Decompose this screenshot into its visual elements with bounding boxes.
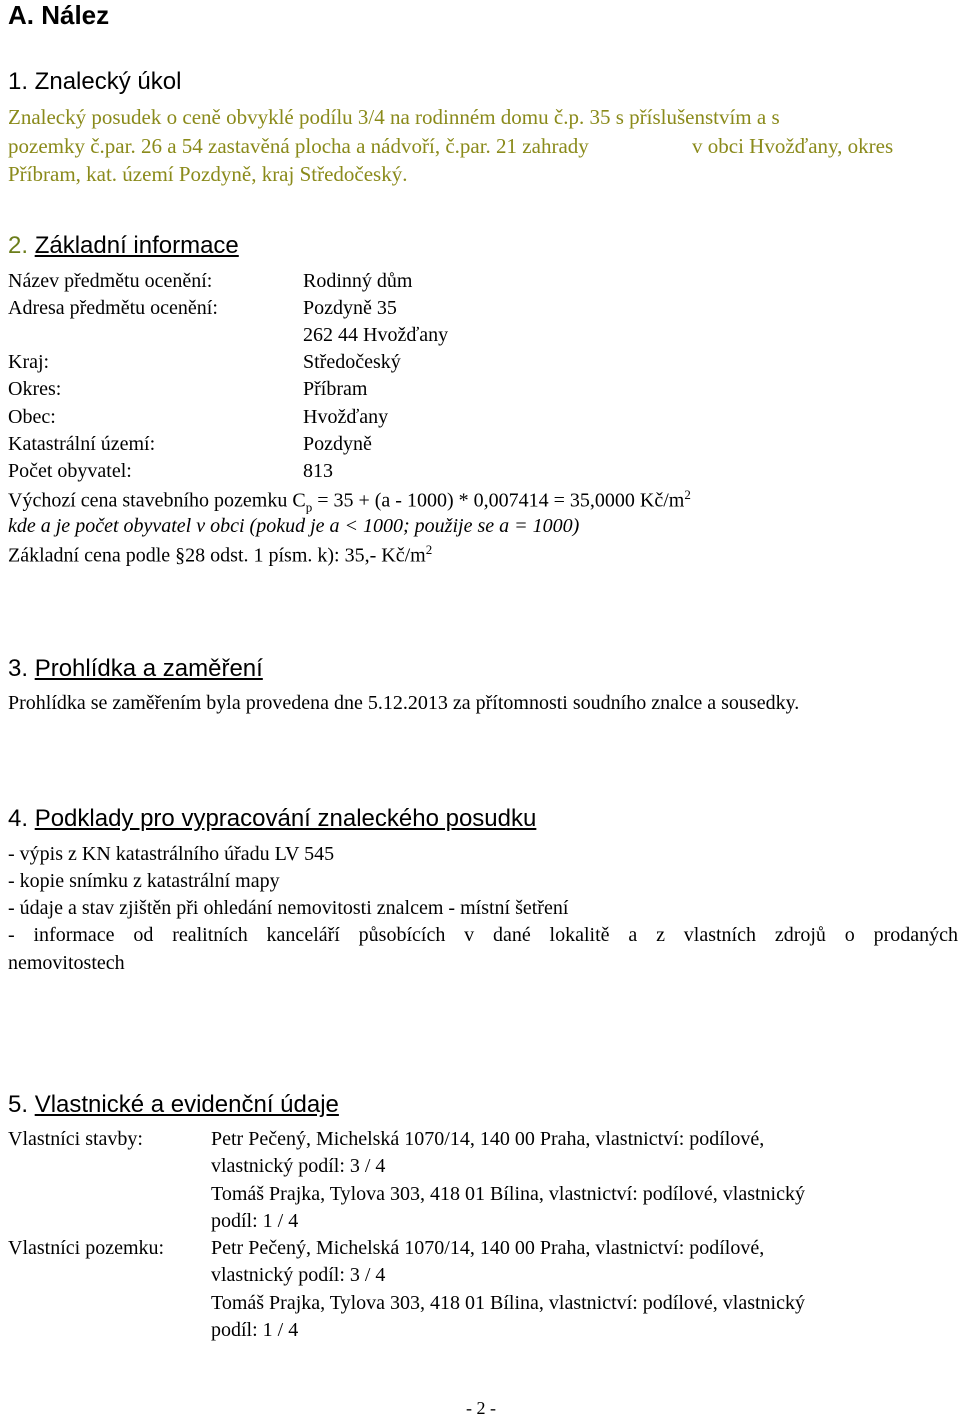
formula-line xyxy=(8,487,691,516)
info-value: Pozdyně 35 xyxy=(303,297,397,319)
section1-line-3: Příbram, kat. území Pozdyně, kraj Středočeský. xyxy=(8,162,408,186)
info-value: Rodinný dům xyxy=(303,270,413,292)
formula-sup: 2 xyxy=(684,487,691,502)
info-value: Příbram xyxy=(303,378,368,400)
section2-title-text: Základní informace xyxy=(34,232,239,259)
owner-line: vlastnický podíl: 3 / 4 xyxy=(211,1264,386,1286)
info-label: Název předmětu ocenění: xyxy=(8,270,213,292)
info-label: Počet obyvatel: xyxy=(8,460,132,482)
owner-line: Petr Pečený, Michelská 1070/14, 140 00 Praha, vlastnictví: podílové, xyxy=(211,1237,765,1259)
section3-title xyxy=(8,655,263,683)
owner-line: vlastnický podíl: 3 / 4 xyxy=(211,1155,386,1177)
owners-building-label: Vlastníci stavby: xyxy=(8,1128,143,1150)
section5-title xyxy=(8,1091,339,1119)
info-value: 813 xyxy=(303,460,333,482)
section3-title-text: Prohlídka a zaměření xyxy=(34,655,263,682)
section4-number: 4. xyxy=(8,805,29,832)
owner-line: Petr Pečený, Michelská 1070/14, 140 00 Praha, vlastnictví: podílové, xyxy=(211,1128,765,1150)
info-value: Středočeský xyxy=(303,351,401,373)
info-label: Obec: xyxy=(8,406,56,428)
base-sup: 2 xyxy=(425,542,433,557)
base-pre: Základní cena podle xyxy=(8,544,176,567)
source-item: - údaje a stav zjištěn při ohledání nemovitosti znalcem - místní šetření xyxy=(8,897,569,919)
section2-number: 2. xyxy=(8,232,29,259)
section1-line-2a: pozemky č.par. 26 a 54 zastavěná plocha a nádvoří, č.par. 21 zahrady xyxy=(8,134,589,158)
source-item: - informace od realitních kanceláří působících v dané lokalitě a z vlastních zdrojů o prodaných xyxy=(8,924,958,946)
heading-a: A. Nález xyxy=(8,0,110,30)
info-label: Okres: xyxy=(8,378,62,400)
formula-pre: Výchozí cena stavebního pozemku C xyxy=(8,489,306,512)
source-item-continued: nemovitostech xyxy=(8,952,125,974)
owners-land-label: Vlastníci pozemku: xyxy=(8,1237,165,1259)
section3-number: 3. xyxy=(8,655,29,682)
section1-line-1: Znalecký posudek o ceně obvyklé podílu 3/4 na rodinném domu č.p. 35 s příslušenstvím a s xyxy=(8,105,780,129)
info-label: Adresa předmětu ocenění: xyxy=(8,297,218,319)
source-item: - kopie snímku z katastrální mapy xyxy=(8,870,280,892)
owner-line: Tomáš Prajka, Tylova 303, 418 01 Bílina, vlastnictví: podílové, vlastnický xyxy=(211,1183,805,1205)
formula-sub: p xyxy=(305,499,313,515)
owner-line: podíl: 1 / 4 xyxy=(211,1210,299,1232)
section5-number: 5. xyxy=(8,1091,29,1118)
section1-line-2b: v obci Hvožďany, okres xyxy=(692,134,894,158)
section-sign: § xyxy=(175,544,186,567)
formula-note: kde a je počet obyvatel v obci (pokud je a < 1000; použije se a = 1000) xyxy=(8,515,580,537)
base-post: 28 odst. 1 písm. k): 35,- Kč/m xyxy=(185,544,426,567)
info-value: Hvožďany xyxy=(303,406,389,428)
owner-line: podíl: 1 / 4 xyxy=(211,1319,299,1341)
section4-title-text: Podklady pro vypracování znaleckého posudku xyxy=(34,805,537,832)
section3-text: Prohlídka se zaměřením byla provedena dne 5.12.2013 za přítomnosti soudního znalce a sousedky. xyxy=(8,692,800,714)
section4-title xyxy=(8,805,536,833)
owner-line: Tomáš Prajka, Tylova 303, 418 01 Bílina, vlastnictví: podílové, vlastnický xyxy=(211,1292,805,1314)
info-value: 262 44 Hvožďany xyxy=(303,324,449,346)
info-value: Pozdyně xyxy=(303,433,372,455)
section1-title: 1. Znalecký úkol xyxy=(8,68,182,95)
page-number: - 2 - xyxy=(466,1398,496,1418)
section2-title xyxy=(8,232,239,260)
formula-post: = 35 + (a - 1000) * 0,007414 = 35,0000 Kč/m xyxy=(312,489,685,512)
section5-title-text: Vlastnické a evidenční údaje xyxy=(34,1091,339,1118)
info-label: Kraj: xyxy=(8,351,50,373)
base-price-line xyxy=(8,542,432,568)
info-label: Katastrální území: xyxy=(8,433,156,455)
source-item: - výpis z KN katastrálního úřadu LV 545 xyxy=(8,843,335,865)
